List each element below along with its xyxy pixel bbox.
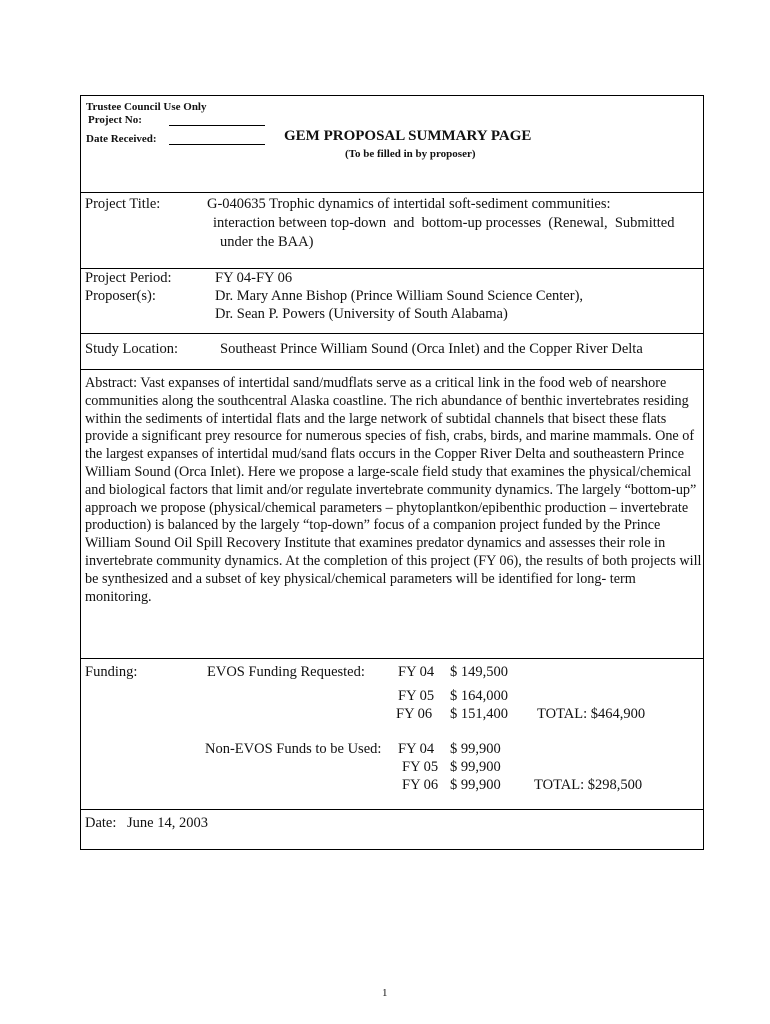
project-period-label: Project Period: xyxy=(85,270,172,286)
page-number: 1 xyxy=(382,987,388,999)
project-title-line-2: interaction between top-down and bottom-up processes (Renewal, Submitted xyxy=(213,215,675,231)
project-period-value: FY 04-FY 06 xyxy=(215,270,293,286)
evos-fy05: FY 05 xyxy=(398,688,435,704)
evos-fy06-amount: $ 151,400 xyxy=(450,706,508,722)
nonevos-fy05-amount: $ 99,900 xyxy=(450,759,501,775)
study-location-label: Study Location: xyxy=(85,341,179,357)
divider-before-date xyxy=(80,809,704,810)
nonevos-fy04-amount: $ 99,900 xyxy=(450,741,501,757)
proposer-2: Dr. Sean P. Powers (University of South Alabama) xyxy=(215,306,508,322)
trustee-label: Trustee Council Use Only xyxy=(86,101,207,113)
abstract-text: Abstract: Vast expanses of intertidal sand/mudflats serve as a critical link in the food web of nearshore communities along the southcentral Alaska coastline. The rich abundance of benthic invertebrates residing within the sediments of intertidal flats and the large network of subtidal channels that bisect these flats provide a significant prey resource for numerous species of fish, crabs, birds, and marine mammals. One of the largest expanses of intertidal mud/sand flats occurs in the Copper River Delta and southeastern Prince William Sound (Orca Inlet). Here we propose a large-scale field study that examines the physical/chemical and biological factors that limit and/or regulate invertebrate community dynamics. The largely “bottom-up” approach we propose (physical/chemical parameters – phytoplantkon/epibenthic production – invertebrate production) is balanced by the largely “top-down” focus of a companion project funded by the Prince William Sound Oil Spill Recovery Institute that examines predator dynamics and assesses their role in invertebrate community dynamics. At the completion of this project (FY 06), the results of both projects will be synthesized and a subset of key physical/chemical parameters will be identified for long- term monitoring. xyxy=(85,375,702,605)
project-title-line-1: G-040635 Trophic dynamics of intertidal soft-sediment communities: xyxy=(207,196,611,212)
nonevos-fy05: FY 05 xyxy=(402,759,439,775)
form-title: GEM PROPOSAL SUMMARY PAGE xyxy=(284,128,532,144)
evos-fy04-amount: $ 149,500 xyxy=(450,664,508,680)
evos-fy04: FY 04 xyxy=(398,664,435,680)
nonevos-fy06: FY 06 xyxy=(402,777,439,793)
divider-after-abstract xyxy=(80,658,704,659)
evos-fy06: FY 06 xyxy=(396,706,433,722)
evos-funding-label: EVOS Funding Requested: xyxy=(207,664,365,680)
nonevos-fy06-amount: $ 99,900 xyxy=(450,777,501,793)
nonevos-fy04: FY 04 xyxy=(398,741,435,757)
project-title-label: Project Title: xyxy=(85,196,161,212)
divider-after-proposers xyxy=(80,333,704,334)
nonevos-total: TOTAL: $298,500 xyxy=(534,777,643,793)
project-title-line-3: under the BAA) xyxy=(220,234,314,250)
date-received-field[interactable] xyxy=(169,144,265,145)
project-no-label: Project No: xyxy=(88,114,142,126)
proposer-1: Dr. Mary Anne Bishop (Prince William Sound Science Center), xyxy=(215,288,584,304)
study-location-value: Southeast Prince William Sound (Orca Inlet) and the Copper River Delta xyxy=(220,341,643,357)
evos-fy05-amount: $ 164,000 xyxy=(450,688,508,704)
divider-after-title xyxy=(80,268,704,269)
project-no-field[interactable] xyxy=(169,125,265,126)
funding-label: Funding: xyxy=(85,664,138,680)
project-title-value xyxy=(207,195,699,252)
divider-after-location xyxy=(80,369,704,370)
evos-total: TOTAL: $464,900 xyxy=(537,706,646,722)
date-received-label: Date Received: xyxy=(86,133,157,145)
form-subtitle: (To be filled in by proposer) xyxy=(345,148,476,160)
date-label: Date: xyxy=(85,815,117,831)
nonevos-funding-label: Non-EVOS Funds to be Used: xyxy=(205,741,382,757)
proposers-label: Proposer(s): xyxy=(85,288,156,304)
date-value: June 14, 2003 xyxy=(127,815,208,831)
